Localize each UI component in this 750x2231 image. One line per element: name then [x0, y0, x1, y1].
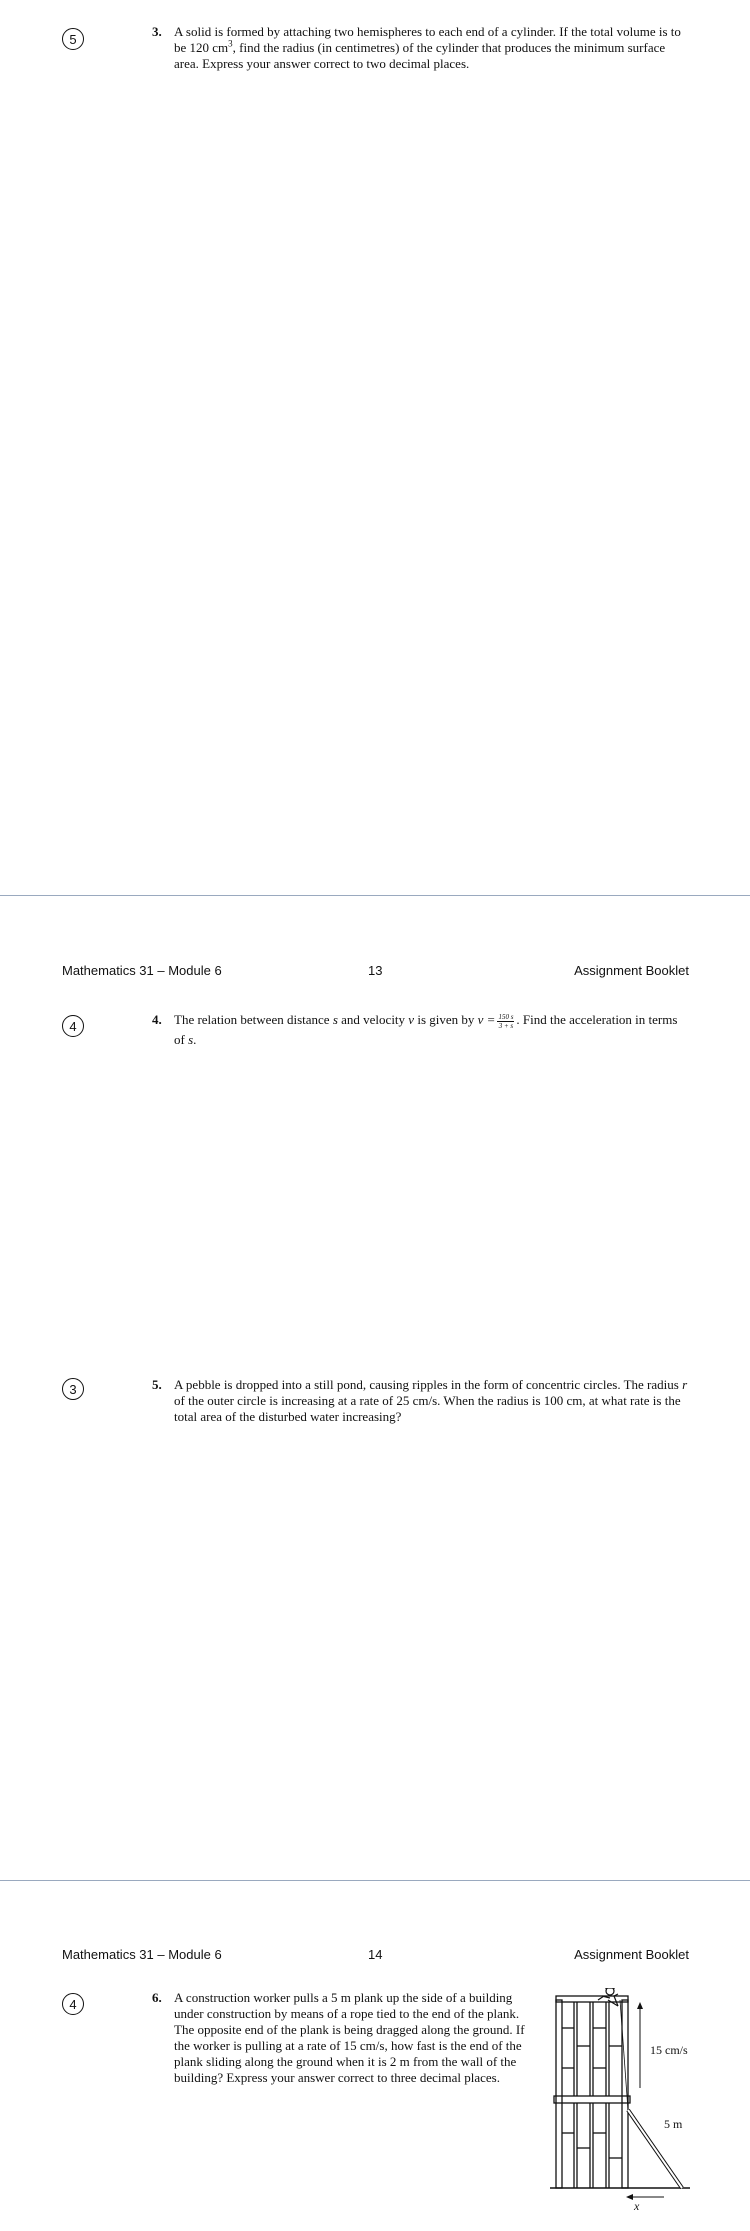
- variable-r: r: [682, 1377, 688, 1392]
- question-number: 5.: [152, 1377, 162, 1392]
- question-text-part: of the outer circle is increasing at a rate of 25 cm/s. When the radius is 100 cm, at what rate is the total area of the disturbed water increasing?: [174, 1393, 681, 1424]
- header-booklet-title: Assignment Booklet: [574, 963, 689, 978]
- question-text-part: A solid is formed by attaching two hemispheres to each end of a cylinder. If the total volume is to be 120 cm: [174, 24, 681, 55]
- variable-v: v: [408, 1012, 415, 1027]
- question-5-text: [174, 1377, 689, 1425]
- header-course-title: Mathematics 31 – Module 6: [62, 1947, 222, 1962]
- question-6-text: A construction worker pulls a 5 m plank up the side of a building under construction by means of a rope tied to the end of the plank. The opposite end of the plank is being dragged along the ground. If the worker is pulling at a rate of 15 cm/s, how fast is the end of the plank sliding along the ground when it is 2 m from the wall of the building? Express your answer correct to three decimal places.: [174, 1990, 525, 2085]
- header-page-number: 14: [368, 1947, 383, 1962]
- x-distance-label: x: [634, 2199, 640, 2213]
- marks-value: 4: [69, 1018, 77, 1034]
- page-divider: [0, 895, 750, 896]
- building-plank-figure: [550, 1988, 700, 2213]
- header-page-number: 13: [368, 963, 383, 978]
- building-frame: [550, 1996, 690, 2188]
- question-text-part: , find the radius (in centimetres) of the cylinder that produces the minimum surface area. Express your answer correct to two decimal places.: [174, 40, 666, 71]
- variable-s: s: [332, 1012, 338, 1027]
- header-course-title: Mathematics 31 – Module 6: [62, 963, 222, 978]
- question-text-part: The relation between distance: [174, 1012, 333, 1027]
- question-3-text: [174, 24, 689, 72]
- question-text-part: and velocity: [337, 1012, 409, 1027]
- variable-s: s: [188, 1032, 194, 1047]
- question-text-part: A pebble is dropped into a still pond, causing ripples in the form of concentric circles. The radius: [174, 1377, 683, 1392]
- marks-value: 3: [69, 1381, 77, 1397]
- plank-length-label: 5 m: [664, 2117, 683, 2131]
- fraction-numerator: 150 s: [498, 1012, 514, 1021]
- left-arrow-icon: [626, 2194, 664, 2200]
- rate-label: 15 cm/s: [650, 2043, 688, 2057]
- page-header: [62, 963, 689, 979]
- rope: [620, 2000, 628, 2110]
- marks-circle: [62, 1993, 84, 2015]
- marks-value: 5: [69, 31, 77, 47]
- question-number: 3.: [152, 24, 162, 39]
- question-text-part: .: [193, 1032, 197, 1047]
- page-divider: [0, 1880, 750, 1881]
- question-4-text: [174, 1010, 689, 1050]
- worker-figure: [598, 1988, 618, 2006]
- superscript-exponent: 3: [228, 38, 233, 49]
- marks-circle: [62, 28, 84, 50]
- question-number: 6.: [152, 1990, 162, 2005]
- marks-circle: [62, 1015, 84, 1037]
- marks-circle: [62, 1378, 84, 1400]
- fraction-denominator: 3 + s: [498, 1021, 514, 1030]
- question-text-part: . Find the acceleration in terms of: [174, 1012, 678, 1047]
- question-text-part: is given by: [414, 1012, 478, 1027]
- equation-lhs: v =: [477, 1012, 496, 1027]
- fraction: [497, 1013, 514, 1030]
- question-number: 4.: [152, 1012, 162, 1027]
- marks-value: 4: [69, 1996, 77, 2012]
- up-arrow-icon: [637, 2002, 643, 2088]
- header-booklet-title: Assignment Booklet: [574, 1947, 689, 1962]
- page-header: [62, 1947, 689, 1963]
